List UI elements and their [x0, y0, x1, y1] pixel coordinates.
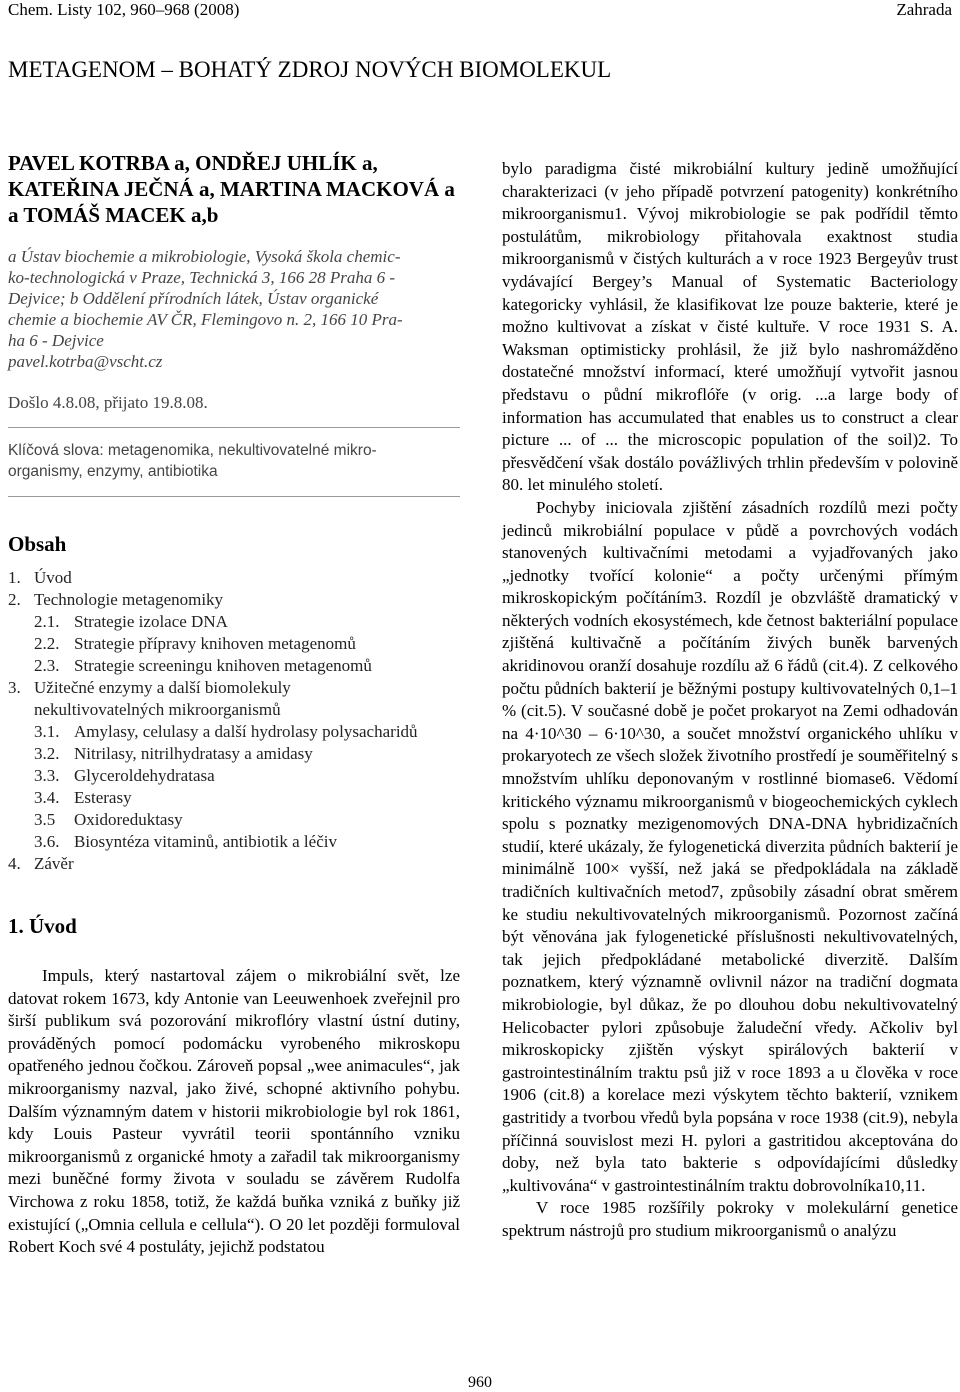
toc-number: 2.2.	[34, 634, 60, 653]
author-line: PAVEL KOTRBA a, ONDŘEJ UHLÍK a,	[8, 151, 378, 175]
toc-title: Strategie přípravy knihoven metagenomů	[74, 634, 356, 653]
keywords-line: Klíčová slova: metagenomika, nekultivovatelné mikro-	[8, 442, 377, 459]
received-date: Došlo 4.8.08, přijato 19.8.08.	[8, 393, 208, 412]
toc-title: Oxidoreduktasy	[74, 810, 183, 829]
toc-item[interactable]	[8, 611, 460, 633]
table-of-contents	[8, 567, 460, 875]
affiliation-line: ha 6 - Dejvice	[8, 331, 104, 350]
toc-title: Biosyntéza vitaminů, antibiotik a léčiv	[74, 832, 337, 851]
toc-number: 3.1.	[34, 722, 60, 741]
email-link[interactable]: pavel.kotrba@vscht.cz	[8, 352, 163, 371]
page-number: 960	[468, 1374, 492, 1391]
toc-title: Esterasy	[74, 788, 132, 807]
paragraph: Pochyby iniciovala zjištění zásadních rozdílů mezi počty jedinců mikrobiální populace v půdě a povrchových vodách stanovených kultivačními metodami a vyjadřovaných jako „jednotky tvořící kolonie“ a počty určenými přímým mikroskopickým počítáním3. Rozdíl je obzvláště dramatický v některých vodních ekosystémech, kde četnost bakteriální populace zjištěná kultivačně a počítáním živých buněk barvených akridinovou oranží dosahuje rozdílu až 6 řádů (cit.4). Z celkového počtu půdních bakterií je běžnými postupy kultivovatelných 0,1–1 % (cit.5). V současné době je počet prokaryot na Zemi odhadován na 4·10^30 – 6·10^30, a součet množství organického uhlíku v prokaryotech ze všech složek životního prostředí je souměřitelný s množstvím uhlíku deponovaným v rostlinné biomase6. Vědomí kritického významu mikroorganismů v biogeochemických cyklech spolu s poznatky mezigenomových DNA-DNA hybridizačních studií, které ukázaly, že fylogenetická diverzita půdních bakterií je minimálně 100× vyšší, než jaká se předpokládala na základě tradičních kultivačních metod7, způsobily zásadní obrat směrem ke studiu nekultivovatelných mikroorganismů. Pozornost začíná být věnována jak fylogenetické příslušnosti nekultivovatelných, tak jejich předpokládané metabolické diverzitě. Dalším poznatkem, který významně ovlivnil názor na tradiční dogmata mikrobiologie, byl důkaz, že po dlouhou dobu nekultivovatelný Helicobacter pylori způsobuje žaludeční vředy. Ačkoliv byl mikroskopicky zjištěn výskyt spirálových bakterií v gastrointestinálním traktu psů již v roce 1893 a u člověka v roce 1906 (cit.8) a korelace mezi výskytem těchto bakterií, vznikem gastritidy a tvorbou vředů byla popsána v roce 1938 (cit.9), nebyla příčinná souvislost mezi H. pylori a gastritidou akceptována do doby, než byla tato bakterie s odpovídajícími důsledky „kultivována“ v gastrointestinálním traktu dobrovolníka10,11.	[502, 497, 958, 1195]
contents-heading: Obsah	[8, 532, 67, 556]
affiliation-line: a Ústav biochemie a mikrobiologie, Vysoká škola chemic-	[8, 247, 401, 266]
toc-item[interactable]	[8, 831, 460, 853]
toc-item[interactable]	[8, 589, 460, 611]
section-name: Zahrada	[896, 0, 952, 19]
toc-title: Užitečné enzymy a další biomolekuly	[34, 678, 291, 697]
affiliation	[8, 246, 460, 372]
toc-title: Strategie izolace DNA	[74, 612, 228, 631]
toc-title: nekultivovatelných mikroorganismů	[34, 700, 281, 719]
journal-citation: Chem. Listy 102, 960–968 (2008)	[8, 0, 240, 19]
section-heading: 1. Úvod	[8, 914, 77, 938]
article-title: METAGENOM – BOHATÝ ZDROJ NOVÝCH BIOMOLEKUL	[8, 57, 612, 82]
toc-title: Úvod	[34, 568, 72, 587]
toc-item[interactable]	[8, 787, 460, 809]
toc-item[interactable]	[8, 853, 460, 875]
author-line: a TOMÁŠ MACEK a,b	[8, 203, 219, 227]
affiliation-line: chemie a biochemie AV ČR, Flemingovo n. 2, 166 10 Pra-	[8, 310, 403, 329]
toc-number: 3.2.	[34, 744, 60, 763]
toc-item[interactable]	[8, 633, 460, 655]
running-header	[8, 0, 952, 22]
toc-item[interactable]	[8, 809, 460, 831]
toc-item[interactable]	[8, 567, 460, 589]
affiliation-line: Dejvice; b Oddělení přírodních látek, Ústav organické	[8, 289, 379, 308]
body-text	[8, 965, 460, 1259]
toc-title: Strategie screeningu knihoven metagenomů	[74, 656, 372, 675]
toc-number	[8, 699, 34, 721]
toc-item[interactable]	[8, 721, 460, 743]
toc-number: 3.	[8, 678, 21, 697]
toc-number: 3.3.	[34, 766, 60, 785]
author-list	[8, 150, 460, 228]
toc-item[interactable]	[8, 699, 460, 721]
toc-item[interactable]	[8, 743, 460, 765]
toc-number: 2.	[8, 590, 21, 609]
toc-title: Amylasy, celulasy a další hydrolasy polysacharidů	[74, 722, 418, 741]
toc-number: 2.1.	[34, 612, 60, 631]
left-column	[8, 150, 460, 1259]
right-column	[502, 158, 958, 1243]
toc-title: Technologie metagenomiky	[34, 590, 224, 609]
author-line: KATEŘINA JEČNÁ a, MARTINA MACKOVÁ a	[8, 177, 455, 201]
toc-title: Závěr	[34, 854, 74, 873]
divider	[8, 427, 460, 428]
toc-title: Glyceroldehydratasa	[74, 766, 215, 785]
keywords	[8, 440, 460, 482]
toc-number: 3.4.	[34, 788, 60, 807]
toc-item[interactable]	[8, 677, 460, 699]
paragraph: bylo paradigma čisté mikrobiální kultury jedině umožňující charakterizaci (v jeho případě potvrzení patogenity) konkrétního mikroorganismu1. Vývoj mikrobiologie se pak podřídil těmto postulátům, mikrobiology přitahovala exaktnost studia mikroorganismů v čistých kulturách a v roce 1923 Bergeyův trust vydávající Bergey’s Manual of Systematic Bacteriology kategoricky vyhlásil, že klasifikovat lze pouze bakterie, které je možno kultivovat a získat v čisté kultuře. V roce 1931 S. A. Waksman optimisticky prohlásil, že již bylo nashromážděno dostatečné množství informací, které umožňují vytvořit jasnou představu o půdní mikroflóře (v orig. ...a large body of information has accumulated that enables us to construct a clear picture ... of ... the microscopic population of the soil)2. To přesvědčení však dostálo povážlivých trhlin především v polovině 80. let minulého století.	[502, 159, 958, 495]
affiliation-line: ko-technologická v Praze, Technická 3, 166 28 Praha 6 -	[8, 268, 395, 287]
toc-number: 2.3.	[34, 656, 60, 675]
divider	[8, 496, 460, 497]
toc-item[interactable]	[8, 765, 460, 787]
paragraph: Impuls, který nastartoval zájem o mikrobiální svět, lze datovat rokem 1673, kdy Antonie van Leeuwenhoek zveřejnil pro širší publikum svá pozorování mikroflóry vlastní ústní dutiny, prováděných pomocí podomácku vyrobeného mikroskopu opatřeného jednou čočkou. Zároveň popsal „wee animacules“, jak mikroorganismy nazval, jako živé, schopné aktivního pohybu. Dalším významným datem v historii mikrobiologie byl rok 1861, kdy Louis Pasteur vyvrátil teorii spontánního vzniku mikroorganismů z organické hmoty a zařadil tak mikroorganismy mezi buněčné formy života v souladu se závěrem Rudolfa Virchowa z roku 1858, totiž, že každá buňka vzniká z buňky již existující („Omnia cellula e cellula“). O 20 let později formuloval Robert Koch své 4 postuláty, jejichž podstatou	[8, 966, 460, 1257]
toc-item[interactable]	[8, 655, 460, 677]
toc-number: 4.	[8, 854, 21, 873]
toc-number: 3.5	[34, 810, 56, 829]
keywords-line: organismy, enzymy, antibiotika	[8, 463, 218, 480]
toc-number: 3.6.	[34, 832, 60, 851]
toc-title: Nitrilasy, nitrilhydratasy a amidasy	[74, 744, 313, 763]
toc-number: 1.	[8, 568, 21, 587]
paragraph: V roce 1985 rozšířily pokroky v molekulární genetice spektrum nástrojů pro studium mikroorganismů o analýzu	[502, 1198, 958, 1240]
